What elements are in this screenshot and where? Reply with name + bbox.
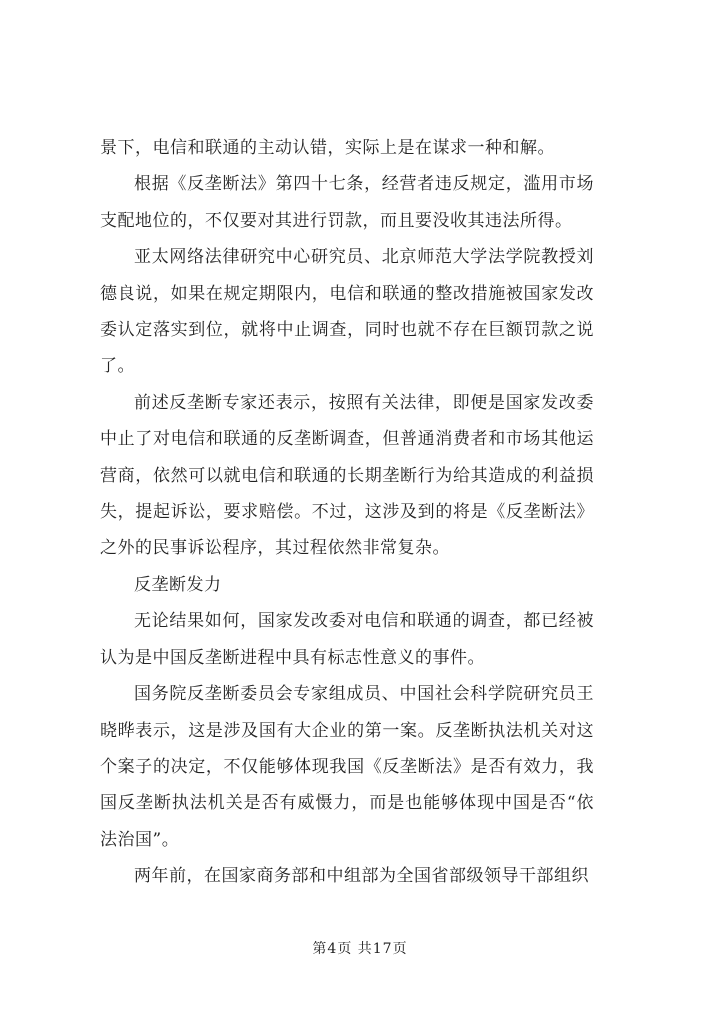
- text-line: 国务院反垄断委员会专家组成员、中国社会科学院研究员王: [134, 684, 594, 705]
- document-body: [100, 130, 594, 895]
- text-line: 无论结果如何，国家发改委对电信和联通的调查，都已经被: [134, 611, 594, 632]
- paragraph: [100, 166, 594, 239]
- text-line: 委认定落实到位，就将中止调查，同时也就不存在巨额罚款之说: [100, 320, 594, 341]
- paragraph: [100, 858, 594, 894]
- text-line: 营商，依然可以就电信和联通的长期垄断行为给其造成的利益损: [100, 465, 594, 486]
- paragraph: [100, 676, 594, 858]
- text-line: 支配地位的，不仅要对其进行罚款，而且要没收其违法所得。: [100, 210, 573, 231]
- paragraph: [100, 239, 594, 385]
- text-line: 之外的民事诉讼程序，其过程依然非常复杂。: [100, 538, 450, 559]
- text-line: 法治国”。: [100, 829, 180, 850]
- paragraph: [100, 567, 594, 603]
- text-line: 失，提起诉讼，要求赔偿。不过，这涉及到的将是《反垄断法》: [100, 502, 594, 523]
- paragraph: [100, 130, 594, 166]
- text-line: 认为是中国反垄断进程中具有标志性意义的事件。: [100, 647, 485, 668]
- text-line: 晓晔表示，这是涉及国有大企业的第一案。反垄断执法机关对这: [100, 720, 594, 741]
- page-footer: 第4页 共17页: [312, 941, 408, 957]
- text-line: 根据《反垄断法》第四十七条，经营者违反规定，滥用市场: [134, 174, 594, 195]
- text-line: 中止了对电信和联通的反垄断调查，但普通消费者和市场其他运: [100, 429, 594, 450]
- text-line: 个案子的决定，不仅能够体现我国《反垄断法》是否有效力，我: [100, 756, 594, 777]
- text-line: 德良说，如果在规定期限内，电信和联通的整改措施被国家发改: [100, 283, 594, 304]
- text-line: 亚太网络法律研究中心研究员、北京师范大学法学院教授刘: [134, 247, 594, 268]
- text-line: 国反垄断执法机关是否有威慑力，而是也能够体现中国是否“依: [100, 793, 594, 814]
- text-line: 前述反垄断专家还表示，按照有关法律，即便是国家发改委: [134, 392, 594, 413]
- paragraph: [100, 385, 594, 567]
- text-line: 了。: [100, 356, 135, 377]
- text-line: 反垄断发力: [134, 574, 222, 595]
- text-line: 景下，电信和联通的主动认错，实际上是在谋求一种和解。: [100, 138, 555, 158]
- text-line: 两年前，在国家商务部和中组部为全国省部级领导干部组织: [134, 866, 589, 887]
- paragraph: [100, 603, 594, 676]
